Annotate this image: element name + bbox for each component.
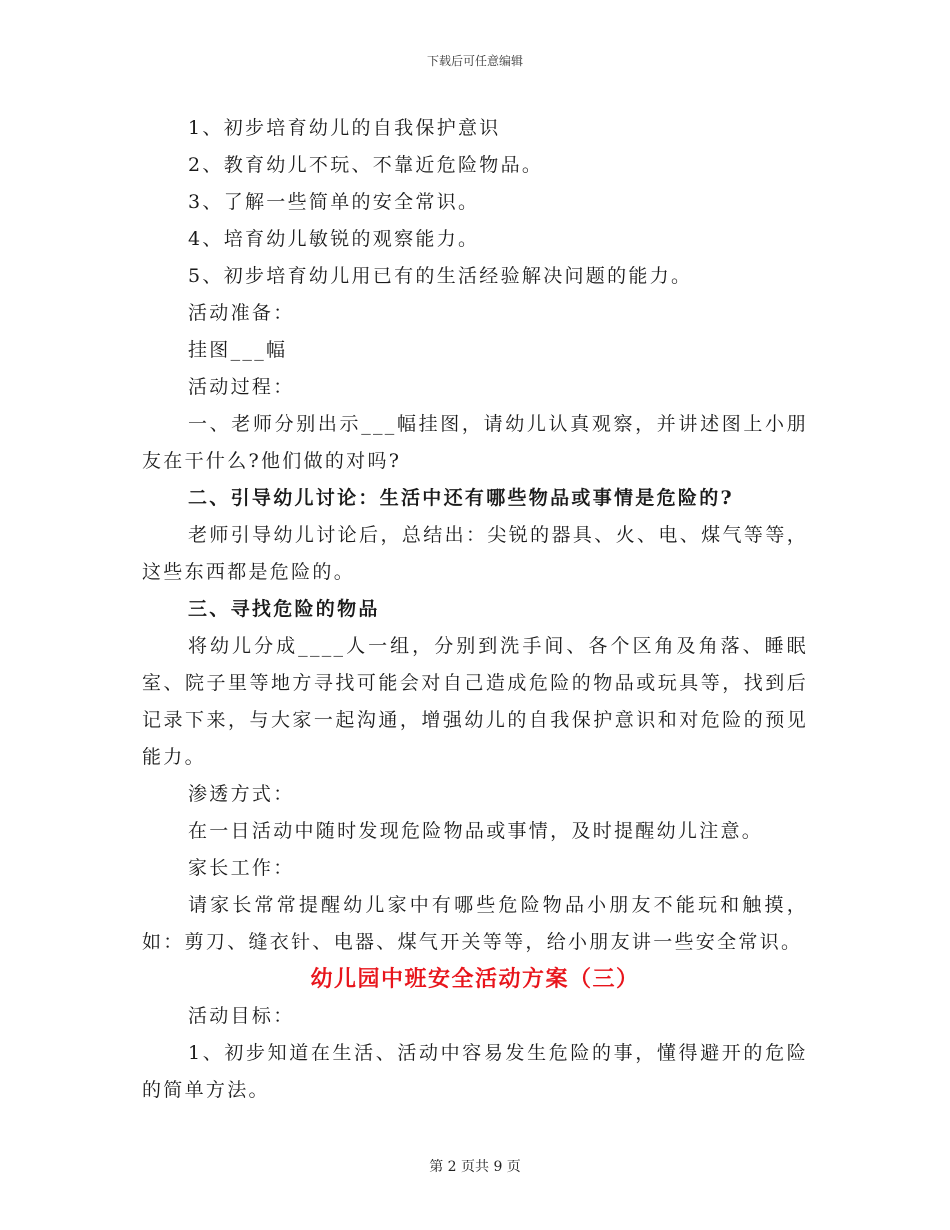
goal-item: 1、初步知道在生活、活动中容易发生危险的事，懂得避开的危险的简单方法。 xyxy=(142,1042,808,1101)
goal-heading: 活动目标： xyxy=(188,1005,295,1027)
step-three-heading: 三、寻找危险的物品 xyxy=(188,598,380,620)
goal-item: 2、教育幼儿不玩、不靠近危险物品。 xyxy=(188,154,544,176)
page-header: 下载后可任意编辑 xyxy=(426,54,523,68)
process-heading: 活动过程： xyxy=(188,376,295,398)
step-two-heading: 二、引导幼儿讨论：生活中还有哪些物品或事情是危险的? xyxy=(188,487,734,509)
goal-item: 4、培育幼儿敏锐的观察能力。 xyxy=(188,228,480,250)
step-three-text: 将幼儿分成____人一组，分别到洗手间、各个区角及角落、睡眠室、院子里等地方寻找可能会对自己造成危险的物品或玩具等，找到后记录下来，与大家一起沟通，增强幼儿的自我保护意识和对危险的预见能力。 xyxy=(142,635,808,768)
section-title: 幼儿园中班安全活动方案（三） xyxy=(310,967,640,992)
step-two-text: 老师引导幼儿讨论后，总结出：尖锐的器具、火、电、煤气等等，这些东西都是危险的。 xyxy=(142,524,808,583)
step-one: 一、老师分别出示___幅挂图，请幼儿认真观察，并讲述图上小朋友在干什么?他们做的对吗? xyxy=(142,413,808,472)
parent-heading: 家长工作： xyxy=(188,857,295,879)
goal-item: 1、初步培育幼儿的自我保护意识 xyxy=(188,117,501,139)
goal-item: 5、初步培育幼儿用已有的生活经验解决问题的能力。 xyxy=(188,265,693,287)
page-footer: 第 2 页共 9 页 xyxy=(429,1159,521,1175)
method-heading: 渗透方式： xyxy=(188,783,295,805)
prep-item: 挂图___幅 xyxy=(188,339,288,361)
parent-text: 请家长常常提醒幼儿家中有哪些危险物品小朋友不能玩和触摸，如：剪刀、缝衣针、电器、煤气开关等等，给小朋友讲一些安全常识。 xyxy=(142,894,808,953)
document-body xyxy=(142,110,808,1109)
method-text: 在一日活动中随时发现危险物品或事情，及时提醒幼儿注意。 xyxy=(188,820,764,842)
prep-heading: 活动准备： xyxy=(188,302,295,324)
goal-item: 3、了解一些简单的安全常识。 xyxy=(188,191,480,213)
